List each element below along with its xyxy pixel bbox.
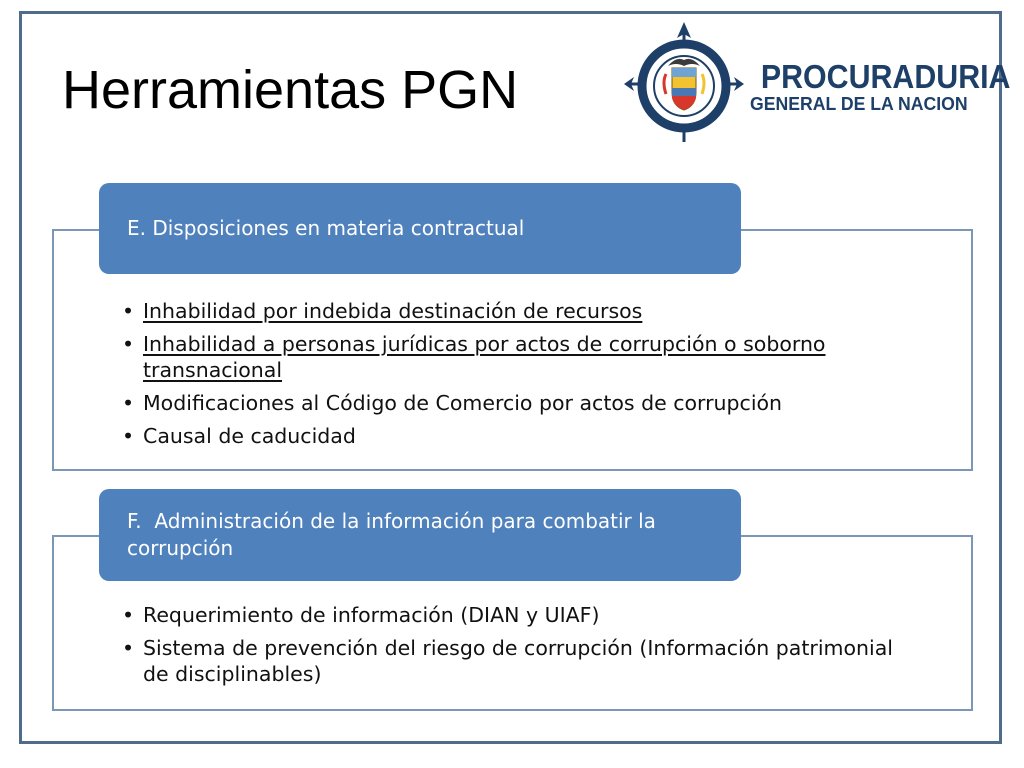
section-f-header bbox=[99, 489, 741, 581]
list-item: • Modificaciones al Código de Comercio por actos de corrupción bbox=[122, 390, 862, 417]
list-item: • Inhabilidad a personas jurídicas por actos de corrupción o soborno transnacional bbox=[122, 331, 862, 384]
section-e-header-text: E. Disposiciones en materia contractual bbox=[127, 216, 525, 240]
section-f-header-text: F. Administración de la información para combatir la corrupción bbox=[127, 509, 663, 560]
list-item: • Requerimiento de información (DIAN y UIAF) bbox=[122, 602, 912, 629]
section-f-bullet-list bbox=[122, 602, 912, 694]
logo-name-line1: PROCURADURIA bbox=[760, 58, 1011, 95]
section-e-header bbox=[99, 183, 741, 274]
list-item: • Causal de caducidad bbox=[122, 423, 862, 450]
list-item: • Sistema de prevención del riesgo de corrupción (Información patrimonial de disciplinables) bbox=[122, 635, 912, 688]
compass-seal-icon bbox=[622, 22, 746, 146]
logo-wordmark bbox=[750, 60, 1021, 113]
slide-title: Herramientas PGN bbox=[62, 60, 519, 120]
list-item: • Inhabilidad por indebida destinación de recursos bbox=[122, 298, 862, 325]
logo-name-line2: GENERAL DE LA NACION bbox=[750, 94, 968, 114]
section-e-bullet-list bbox=[122, 298, 862, 455]
procuraduria-logo bbox=[622, 22, 1011, 146]
